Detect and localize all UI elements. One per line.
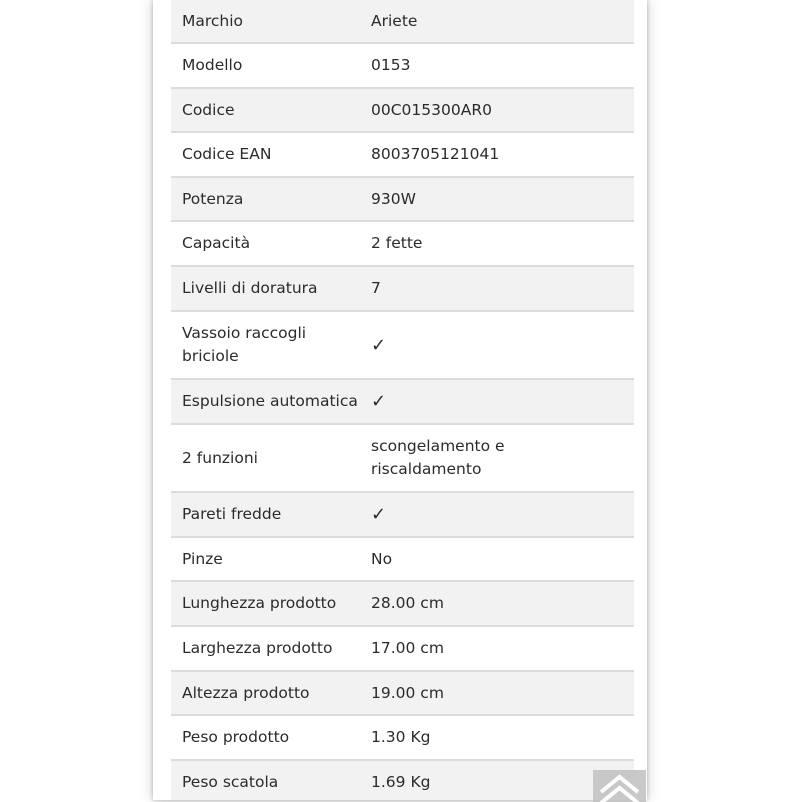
- spec-value: 00C015300AR0: [371, 100, 492, 119]
- spec-label: Espulsione automatica: [182, 392, 358, 410]
- spec-label: Livelli di doratura: [182, 279, 318, 297]
- spec-value: scongelamento e riscaldamento: [371, 437, 505, 478]
- spec-label: Pinze: [182, 549, 223, 568]
- spec-row-peso-scatola: [171, 761, 634, 800]
- spec-row-lunghezza: [171, 582, 634, 627]
- spec-row-marchio: [171, 0, 634, 44]
- spec-row-peso-prodotto: [171, 716, 634, 761]
- spec-label: Peso scatola: [182, 772, 279, 791]
- spec-label: 2 funzioni: [182, 448, 258, 467]
- spec-label: Codice: [182, 100, 235, 119]
- spec-value: 8003705121041: [371, 145, 500, 163]
- spec-label: Potenza: [182, 189, 244, 208]
- spec-value: 28.00 cm: [371, 594, 444, 612]
- product-specs-panel: [153, 0, 647, 800]
- spec-value: No: [371, 549, 393, 568]
- spec-row-modello: [171, 44, 634, 89]
- spec-value: 930W: [371, 189, 416, 208]
- spec-row-funzioni: [171, 425, 634, 493]
- spec-row-livelli-doratura: [171, 267, 634, 312]
- spec-value: 19.00 cm: [371, 683, 444, 702]
- double-chevron-up-icon: [593, 770, 646, 802]
- spec-row-pareti-fredde: [171, 493, 634, 538]
- spec-label: Pareti fredde: [182, 505, 282, 523]
- spec-row-espulsione: [171, 380, 634, 425]
- check-icon: ✓: [371, 504, 387, 525]
- spec-label: Codice EAN: [182, 145, 272, 163]
- spec-label: Lunghezza prodotto: [182, 594, 337, 612]
- spec-label: Vassoio raccogli briciole: [182, 324, 307, 365]
- scroll-to-top-button[interactable]: [593, 770, 646, 802]
- spec-value: 17.00 cm: [371, 639, 444, 657]
- spec-value: 0153: [371, 56, 411, 74]
- spec-label: Larghezza prodotto: [182, 639, 333, 657]
- spec-value: 1.69 Kg: [371, 772, 431, 791]
- spec-value: 1.30 Kg: [371, 728, 431, 746]
- spec-value: 2 fette: [371, 234, 423, 252]
- spec-row-capacita: [171, 222, 634, 267]
- spec-row-vassoio-briciole: [171, 312, 634, 380]
- spec-row-larghezza: [171, 627, 634, 672]
- spec-row-codice: [171, 89, 634, 133]
- spec-value: 7: [371, 279, 381, 297]
- check-icon: ✓: [371, 391, 387, 412]
- spec-label: Modello: [182, 56, 243, 74]
- spec-row-pinze: [171, 538, 634, 582]
- specs-table: [171, 0, 634, 800]
- spec-label: Peso prodotto: [182, 728, 290, 746]
- check-icon: ✓: [371, 334, 387, 356]
- spec-row-altezza: [171, 672, 634, 716]
- spec-label: Capacità: [182, 234, 251, 252]
- spec-row-codice-ean: [171, 133, 634, 178]
- spec-value: Ariete: [371, 11, 418, 30]
- spec-label: Marchio: [182, 11, 244, 30]
- spec-row-potenza: [171, 178, 634, 222]
- spec-label: Altezza prodotto: [182, 683, 310, 702]
